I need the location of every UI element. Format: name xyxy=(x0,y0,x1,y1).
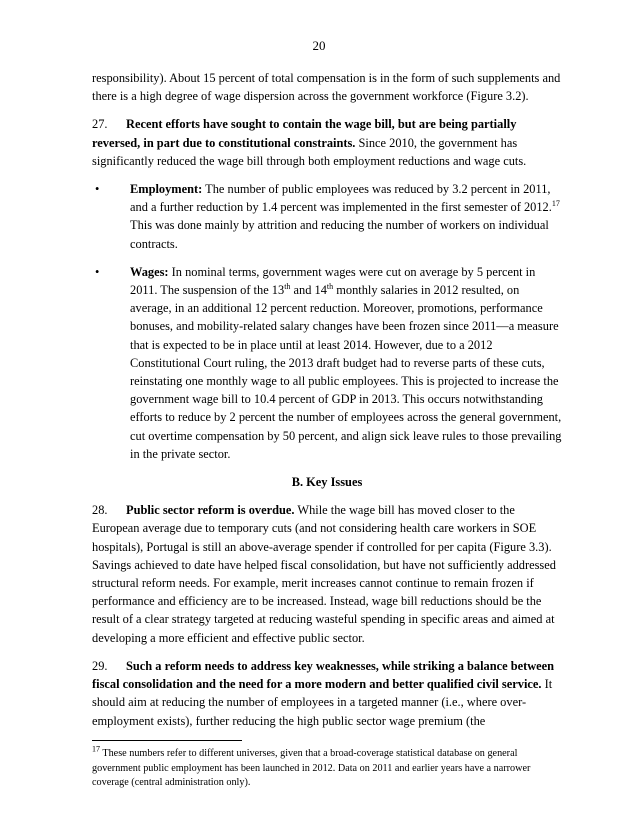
footnote xyxy=(92,744,562,791)
bullet-employment xyxy=(92,180,562,253)
bullet-icon: • xyxy=(95,264,100,279)
paragraph-lead: Recent efforts have sought to contain the wage bill, but are being partially reversed, in part due to constitutional constraints. xyxy=(92,117,517,150)
bullet-lead: Wages: xyxy=(130,264,169,279)
ordinal-suffix: th xyxy=(284,281,291,291)
ordinal-suffix: th xyxy=(326,281,334,291)
bullet-lead: Employment: xyxy=(130,182,203,197)
paragraph-27 xyxy=(92,115,562,170)
bullet-text: monthly salaries in 2012 resulted, on average, in an additional 12 percent reduction. Moreover, promotions, performance bonuses, and mobility-related salary changes have been frozen since 2011—a measure that is expected to be in place until at least 2014. However, due to a 2012 Constitutional Court ruling, the 2013 draft budget had to reverse parts of these cuts, reinstating one monthly wage to all public employees. This is projected to increase the government wage bill to 10.4 percent of GDP in 2013. This occurs notwithstanding efforts to reduce by 2 percent the number of employees across the general government, cut overtime compensation by 50 percent, and align sick leave rules to those prevailing in the private sector. xyxy=(130,283,562,461)
section-heading: B. Key Issues xyxy=(291,475,363,490)
paragraph-lead: Public sector reform is overdue. xyxy=(126,503,295,518)
paragraph-28 xyxy=(92,501,562,647)
bullet-icon: • xyxy=(95,182,100,197)
bullet-text: This was done mainly by attrition and reducing the number of workers on individual contracts. xyxy=(130,218,549,251)
bullet-text: and 14 xyxy=(290,283,327,298)
page-number: 20 xyxy=(312,38,326,53)
footnote-divider xyxy=(92,740,242,741)
footnote-number: 17 xyxy=(92,744,100,754)
paragraph-text: Since 2010, the government has significantly reduced the wage bill through both employment reductions and wage cuts. xyxy=(92,135,527,168)
bullet-text: The number of public employees was reduced by 3.2 percent in 2011, and a further reduction by 1.4 percent was implemented in the first semester of 2012. xyxy=(130,182,552,215)
bullet-text: In nominal terms, government wages were cut on average by 5 percent in 2011. The suspension of the 13 xyxy=(130,264,536,298)
footnote-ref[interactable]: 17 xyxy=(551,199,560,209)
paragraph-lead: Such a reform needs to address key weaknesses, while striking a balance between fiscal consolidation and the need for a more modern and better qualified civil service. xyxy=(92,658,555,692)
paragraph-number: 27. xyxy=(92,117,108,132)
intro-paragraph: responsibility). About 15 percent of total compensation is in the form of such supplements and there is a high degree of wage dispersion across the government workforce (Figure 3.2). xyxy=(92,71,561,104)
paragraph-number: 29. xyxy=(92,658,108,673)
footnote-text: These numbers refer to different universes, given that a broad-coverage statistical database on general government public employment has been launched in 2012. Data on 2011 and earlier years have a narrower coverage (central administration only). xyxy=(92,747,531,789)
bullet-wages xyxy=(92,263,562,463)
paragraph-text: It should aim at reducing the number of employees in a targeted manner (i.e., where over-employment exists), further reducing the high public sector wage premium (the xyxy=(92,677,553,728)
body-text xyxy=(92,69,562,791)
paragraph-text: While the wage bill has moved closer to the European average due to temporary cuts (and not considering health care workers in SOE hospitals), Portugal is still an above-average spender if controlled for per capita (Figure 3.3). Savings achieved to date have helped fiscal consolidation, but have not sufficiently addressed structural reform needs. For example, merit increases cannot continue to remain frozen if performance and efficiency are to be increased. Instead, wage bill reductions should be the result of a clear strategy targeted at reducing wasteful spending in specific areas and aimed at developing a more efficient and effective public sector. xyxy=(92,503,556,645)
paragraph-number: 28. xyxy=(92,503,108,518)
paragraph-29 xyxy=(92,657,562,730)
